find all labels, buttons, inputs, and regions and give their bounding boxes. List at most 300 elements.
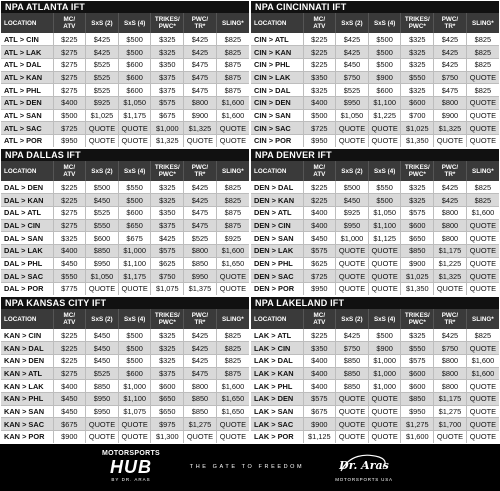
price-cell: $750 xyxy=(434,342,467,355)
price-cell: $850 xyxy=(336,380,369,393)
price-cell: QUOTE xyxy=(466,71,499,84)
price-cell: QUOTE xyxy=(466,405,499,418)
route-cell: KAN > POR xyxy=(1,431,53,444)
route-cell: CIN > SAC xyxy=(251,122,303,135)
price-cell: $225 xyxy=(53,181,86,194)
price-cell: $725 xyxy=(303,270,336,283)
column-header: LOCATION xyxy=(251,309,303,329)
table-row xyxy=(251,58,499,71)
price-cell: $450 xyxy=(336,194,369,207)
price-cell: $550 xyxy=(86,219,119,232)
price-cell: $225 xyxy=(53,329,86,342)
price-cell: $500 xyxy=(368,329,401,342)
column-header: SLING* xyxy=(222,19,244,27)
price-cell: $1,650 xyxy=(216,392,249,405)
column-header: PWC/ TR* xyxy=(184,309,217,329)
price-cell: $225 xyxy=(303,329,336,342)
table-row xyxy=(1,122,249,135)
route-cell: ATL > POR xyxy=(1,135,53,148)
price-cell: $850 xyxy=(336,354,369,367)
price-cell: QUOTE xyxy=(336,405,369,418)
price-cell: $800 xyxy=(434,232,467,245)
route-cell: KAN > CIN xyxy=(1,329,53,342)
table-row xyxy=(1,84,249,97)
route-cell: LAK > SAN xyxy=(251,405,303,418)
price-cell: $500 xyxy=(118,329,151,342)
price-cell: QUOTE xyxy=(184,431,217,444)
price-cell: $275 xyxy=(53,46,86,59)
price-cell: $325 xyxy=(401,58,434,71)
price-cell: $225 xyxy=(53,194,86,207)
route-cell: DEN > PHL xyxy=(251,257,303,270)
route-cell: KAN > DAL xyxy=(1,342,53,355)
rate-table xyxy=(251,161,499,295)
price-cell: $675 xyxy=(118,232,151,245)
price-cell: $925 xyxy=(216,232,249,245)
price-cell: $325 xyxy=(303,84,336,97)
column-header: SxS (4) xyxy=(118,309,151,329)
price-cell: QUOTE xyxy=(336,270,369,283)
column-header: SxS (2) xyxy=(86,161,119,181)
route-cell: DAL > DEN xyxy=(1,181,53,194)
price-cell: $725 xyxy=(53,122,86,135)
price-cell: $425 xyxy=(434,33,467,46)
column-header: TRIKES/ PWC* xyxy=(401,13,434,33)
price-cell: $275 xyxy=(53,71,86,84)
price-cell: $1,350 xyxy=(401,135,434,148)
header-row xyxy=(251,309,499,329)
price-cell: $275 xyxy=(53,206,86,219)
column-header: MC/ ATV xyxy=(303,13,336,33)
price-cell: QUOTE xyxy=(368,431,401,444)
price-cell: QUOTE xyxy=(118,135,151,148)
price-cell: $600 xyxy=(368,84,401,97)
column-header: MC/ ATV xyxy=(53,309,86,329)
price-cell: $625 xyxy=(303,257,336,270)
block-title: NPA ATLANTA IFT xyxy=(1,1,249,13)
table-row xyxy=(251,219,499,232)
rate-table xyxy=(251,13,499,147)
price-cell: $425 xyxy=(434,46,467,59)
price-cell: $1,050 xyxy=(368,206,401,219)
price-cell: $800 xyxy=(434,367,467,380)
column-header: MC/ ATV xyxy=(53,161,86,181)
price-cell: $600 xyxy=(401,96,434,109)
column-header: SxS (2) xyxy=(336,13,369,33)
table-row xyxy=(1,46,249,59)
price-cell: $850 xyxy=(86,380,119,393)
table-row xyxy=(251,257,499,270)
price-cell: $950 xyxy=(303,283,336,296)
column-header: PWC/ TR* xyxy=(434,13,467,33)
table-row xyxy=(1,71,249,84)
table-row xyxy=(251,46,499,59)
price-cell: $425 xyxy=(336,329,369,342)
price-cell: QUOTE xyxy=(368,257,401,270)
price-cell: QUOTE xyxy=(466,431,499,444)
column-header: TRIKES/ PWC* xyxy=(401,161,434,181)
column-header: SxS (4) xyxy=(368,161,401,181)
price-cell: $825 xyxy=(216,194,249,207)
price-cell: $500 xyxy=(303,109,336,122)
table-row xyxy=(1,354,249,367)
price-cell: $1,100 xyxy=(118,257,151,270)
price-cell: $375 xyxy=(151,84,184,97)
price-cell: $425 xyxy=(184,33,217,46)
dr-aras-logo xyxy=(332,451,396,487)
price-cell: $275 xyxy=(53,58,86,71)
price-cell: QUOTE xyxy=(184,135,217,148)
header-row xyxy=(251,161,499,181)
rate-table xyxy=(1,13,249,147)
route-cell: CIN > DEN xyxy=(251,96,303,109)
price-cell: QUOTE xyxy=(368,122,401,135)
price-cell: $600 xyxy=(118,206,151,219)
price-cell: $325 xyxy=(401,84,434,97)
price-cell: QUOTE xyxy=(336,257,369,270)
table-row xyxy=(251,244,499,257)
price-cell: $950 xyxy=(303,135,336,148)
price-cell: $1,600 xyxy=(466,367,499,380)
price-cell: $800 xyxy=(184,244,217,257)
price-cell: $900 xyxy=(303,418,336,431)
route-cell: DEN > KAN xyxy=(251,194,303,207)
price-cell: $825 xyxy=(466,46,499,59)
column-header: SLING* xyxy=(222,167,244,175)
route-cell: KAN > LAK xyxy=(1,380,53,393)
price-cell: $400 xyxy=(53,380,86,393)
column-header: SxS (4) xyxy=(118,161,151,181)
price-cell: QUOTE xyxy=(86,418,119,431)
price-cell: $1,275 xyxy=(401,418,434,431)
price-cell: $500 xyxy=(336,181,369,194)
route-cell: DEN > POR xyxy=(251,283,303,296)
price-cell: $500 xyxy=(368,194,401,207)
price-cell: $900 xyxy=(184,109,217,122)
price-cell: $850 xyxy=(184,392,217,405)
price-cell: $675 xyxy=(151,109,184,122)
price-cell: $225 xyxy=(53,342,86,355)
price-cell: $325 xyxy=(401,181,434,194)
table-row xyxy=(1,232,249,245)
price-cell: $325 xyxy=(151,181,184,194)
price-cell: $950 xyxy=(86,405,119,418)
price-cell: QUOTE xyxy=(336,135,369,148)
price-cell: $950 xyxy=(53,135,86,148)
table-row xyxy=(1,257,249,270)
price-cell: $425 xyxy=(184,329,217,342)
route-cell: CIN > PHL xyxy=(251,58,303,71)
table-row xyxy=(251,329,499,342)
price-cell: $600 xyxy=(151,380,184,393)
price-cell: $550 xyxy=(118,181,151,194)
price-cell: $475 xyxy=(184,367,217,380)
price-cell: $400 xyxy=(53,96,86,109)
price-cell: $450 xyxy=(336,58,369,71)
price-cell: $950 xyxy=(86,392,119,405)
table-row xyxy=(1,58,249,71)
column-header: PWC/ TR* xyxy=(184,13,217,33)
price-cell: QUOTE xyxy=(466,96,499,109)
price-cell: QUOTE xyxy=(118,122,151,135)
route-cell: CIN > ATL xyxy=(251,33,303,46)
price-cell: $675 xyxy=(303,405,336,418)
price-cell: $1,375 xyxy=(184,283,217,296)
price-cell: $1,025 xyxy=(401,270,434,283)
price-cell: $1,175 xyxy=(118,109,151,122)
table-row xyxy=(251,194,499,207)
table-row xyxy=(1,405,249,418)
column-header: SxS (4) xyxy=(368,13,401,33)
tagline: THE GATE TO FREEDOM xyxy=(189,464,305,470)
price-cell: $475 xyxy=(184,206,217,219)
route-cell: ATL > DEN xyxy=(1,96,53,109)
column-header: SLING* xyxy=(472,19,494,27)
price-cell: $550 xyxy=(53,270,86,283)
price-cell: $600 xyxy=(401,380,434,393)
route-cell: ATL > DAL xyxy=(1,58,53,71)
price-cell: $400 xyxy=(303,96,336,109)
price-cell: $500 xyxy=(53,109,86,122)
price-cell: QUOTE xyxy=(216,283,249,296)
price-cell: QUOTE xyxy=(466,283,499,296)
price-cell: QUOTE xyxy=(336,244,369,257)
route-cell: DEN > ATL xyxy=(251,206,303,219)
price-cell: $425 xyxy=(336,46,369,59)
price-cell: $850 xyxy=(184,405,217,418)
price-cell: $525 xyxy=(86,84,119,97)
route-cell: DEN > LAK xyxy=(251,244,303,257)
footer-banner xyxy=(0,444,500,491)
route-cell: LAK > CIN xyxy=(251,342,303,355)
price-cell: $525 xyxy=(184,232,217,245)
price-cell: $575 xyxy=(151,96,184,109)
price-cell: $1,000 xyxy=(336,232,369,245)
price-cell: $800 xyxy=(184,96,217,109)
price-cell: $1,175 xyxy=(434,244,467,257)
table-row xyxy=(251,380,499,393)
price-cell: QUOTE xyxy=(434,135,467,148)
price-cell: $1,175 xyxy=(118,270,151,283)
rate-table-block xyxy=(1,1,249,147)
price-cell: QUOTE xyxy=(466,219,499,232)
table-row xyxy=(251,181,499,194)
column-header: SLING* xyxy=(222,315,244,323)
price-cell: QUOTE xyxy=(216,135,249,148)
column-header: LOCATION xyxy=(1,13,53,33)
price-cell: $675 xyxy=(53,418,86,431)
table-row xyxy=(251,367,499,380)
price-cell: QUOTE xyxy=(368,283,401,296)
price-cell: $325 xyxy=(151,33,184,46)
route-cell: DEN > SAN xyxy=(251,232,303,245)
table-row xyxy=(251,418,499,431)
price-cell: $425 xyxy=(336,33,369,46)
price-cell: $1,000 xyxy=(368,354,401,367)
price-cell: $800 xyxy=(434,206,467,219)
rate-table-block xyxy=(1,297,249,443)
table-row xyxy=(1,181,249,194)
price-cell: $400 xyxy=(303,219,336,232)
rate-table xyxy=(1,161,249,295)
price-cell: $800 xyxy=(184,380,217,393)
route-cell: DAL > CIN xyxy=(1,219,53,232)
price-cell: QUOTE xyxy=(434,283,467,296)
price-cell: $425 xyxy=(184,354,217,367)
price-cell: $525 xyxy=(336,84,369,97)
price-cell: $325 xyxy=(151,194,184,207)
route-cell: DAL > KAN xyxy=(1,194,53,207)
table-row xyxy=(251,232,499,245)
price-cell: $525 xyxy=(86,71,119,84)
table-row xyxy=(1,219,249,232)
column-header: MC/ ATV xyxy=(303,161,336,181)
price-cell: $1,325 xyxy=(184,122,217,135)
route-cell: KAN > SAC xyxy=(1,418,53,431)
table-row xyxy=(1,329,249,342)
price-cell: $650 xyxy=(151,392,184,405)
rate-tables-grid xyxy=(1,1,499,443)
price-cell: $775 xyxy=(53,283,86,296)
price-cell: $825 xyxy=(216,342,249,355)
price-cell: QUOTE xyxy=(466,392,499,405)
price-cell: $425 xyxy=(86,33,119,46)
table-row xyxy=(1,367,249,380)
price-cell: $650 xyxy=(151,405,184,418)
price-cell: $825 xyxy=(216,354,249,367)
price-cell: $425 xyxy=(184,194,217,207)
price-cell: QUOTE xyxy=(434,431,467,444)
route-cell: ATL > PHL xyxy=(1,84,53,97)
table-row xyxy=(251,270,499,283)
price-cell: $575 xyxy=(303,244,336,257)
route-cell: KAN > PHL xyxy=(1,392,53,405)
price-cell: QUOTE xyxy=(368,244,401,257)
price-cell: $1,325 xyxy=(434,122,467,135)
price-cell: $500 xyxy=(368,58,401,71)
price-cell: $275 xyxy=(53,84,86,97)
price-cell: $375 xyxy=(151,219,184,232)
table-row xyxy=(1,342,249,355)
route-cell: ATL > SAC xyxy=(1,122,53,135)
price-cell: QUOTE xyxy=(466,257,499,270)
price-cell: $725 xyxy=(303,122,336,135)
price-cell: $600 xyxy=(401,219,434,232)
price-cell: $1,125 xyxy=(303,431,336,444)
price-cell: $325 xyxy=(401,329,434,342)
price-cell: $850 xyxy=(336,367,369,380)
price-cell: $1,075 xyxy=(151,283,184,296)
price-cell: $500 xyxy=(118,46,151,59)
price-cell: $1,100 xyxy=(368,96,401,109)
price-cell: $1,225 xyxy=(434,257,467,270)
price-cell: QUOTE xyxy=(466,342,499,355)
column-header: TRIKES/ PWC* xyxy=(401,309,434,329)
table-row xyxy=(251,96,499,109)
table-row xyxy=(251,71,499,84)
table-row xyxy=(1,380,249,393)
table-row xyxy=(1,206,249,219)
price-cell: $1,025 xyxy=(401,122,434,135)
price-cell: QUOTE xyxy=(466,122,499,135)
price-cell: QUOTE xyxy=(118,283,151,296)
route-cell: LAK > ATL xyxy=(251,329,303,342)
rate-table-block xyxy=(251,297,499,443)
price-cell: QUOTE xyxy=(336,418,369,431)
table-row xyxy=(1,270,249,283)
block-title: NPA LAKELAND IFT xyxy=(251,297,499,309)
price-cell: $1,275 xyxy=(434,405,467,418)
price-cell: $575 xyxy=(151,244,184,257)
route-cell: CIN > SAN xyxy=(251,109,303,122)
price-cell: $550 xyxy=(401,342,434,355)
dr-aras-script-logo-icon xyxy=(335,451,393,477)
price-cell: $1,000 xyxy=(118,380,151,393)
table-row xyxy=(251,431,499,444)
price-cell: QUOTE xyxy=(368,405,401,418)
price-cell: QUOTE xyxy=(86,431,119,444)
price-cell: $525 xyxy=(86,206,119,219)
price-cell: $850 xyxy=(401,244,434,257)
table-row xyxy=(251,342,499,355)
price-cell: $1,000 xyxy=(151,122,184,135)
route-cell: DAL > LAK xyxy=(1,244,53,257)
header-row xyxy=(1,13,249,33)
price-cell: $850 xyxy=(401,392,434,405)
table-row xyxy=(1,109,249,122)
price-cell: $750 xyxy=(434,71,467,84)
price-cell: QUOTE xyxy=(368,270,401,283)
column-header: TRIKES/ PWC* xyxy=(151,309,184,329)
rate-table-block xyxy=(1,149,249,295)
price-cell: $950 xyxy=(86,257,119,270)
price-cell: $1,600 xyxy=(466,354,499,367)
price-cell: $1,650 xyxy=(216,405,249,418)
route-cell: ATL > CIN xyxy=(1,33,53,46)
price-cell: $1,600 xyxy=(216,109,249,122)
price-cell: $1,075 xyxy=(118,405,151,418)
table-row xyxy=(251,122,499,135)
price-cell: $950 xyxy=(336,96,369,109)
price-cell: $975 xyxy=(151,418,184,431)
price-cell: $825 xyxy=(466,194,499,207)
price-cell: $225 xyxy=(303,46,336,59)
price-cell: $550 xyxy=(401,71,434,84)
table-row xyxy=(251,405,499,418)
table-row xyxy=(1,283,249,296)
price-cell: QUOTE xyxy=(336,392,369,405)
price-cell: $350 xyxy=(151,206,184,219)
price-cell: QUOTE xyxy=(466,109,499,122)
column-header: TRIKES/ PWC* xyxy=(151,161,184,181)
price-cell: $225 xyxy=(303,194,336,207)
price-cell: $375 xyxy=(151,71,184,84)
price-cell: $1,600 xyxy=(401,431,434,444)
price-cell: $475 xyxy=(184,219,217,232)
price-cell: QUOTE xyxy=(336,122,369,135)
table-row xyxy=(251,135,499,148)
price-cell: $825 xyxy=(466,84,499,97)
price-cell: $425 xyxy=(151,232,184,245)
price-cell: $325 xyxy=(151,342,184,355)
header-row xyxy=(251,13,499,33)
price-cell: $400 xyxy=(303,206,336,219)
header-row xyxy=(1,161,249,181)
price-cell: $875 xyxy=(216,58,249,71)
price-cell: $825 xyxy=(216,329,249,342)
price-cell: $500 xyxy=(368,33,401,46)
price-cell: $525 xyxy=(86,367,119,380)
